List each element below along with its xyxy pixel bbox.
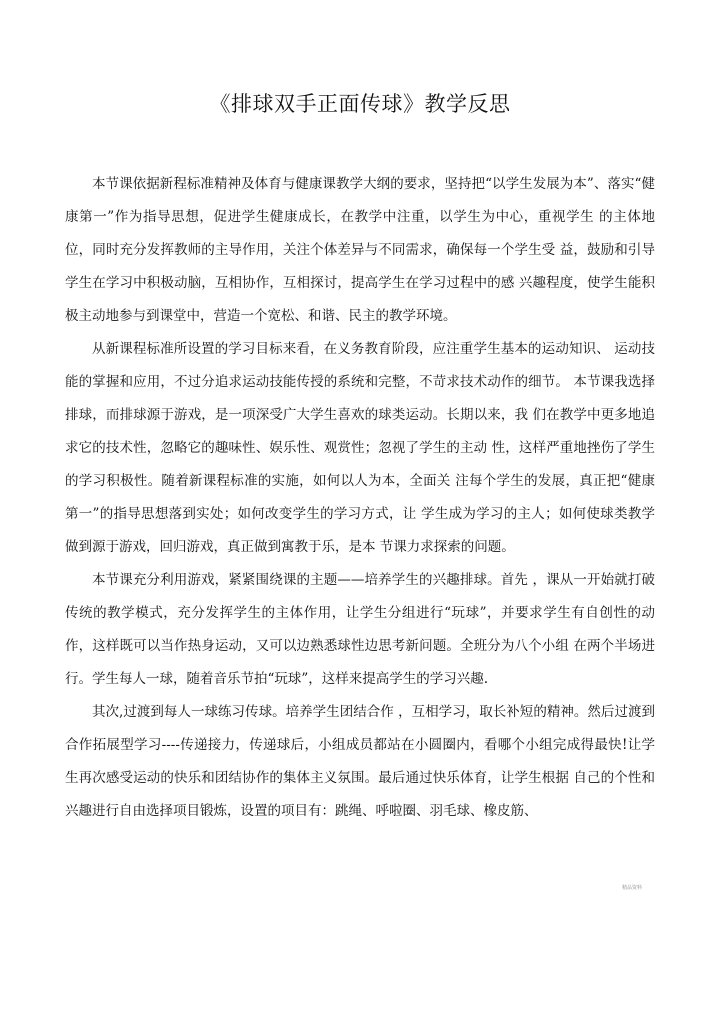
paragraph-2: 从新课程标准所设置的学习目标来看，在义务教育阶段，应注重学生基本的运动知识、 运动技能的掌握和应用，不过分追求运动技能传授的系统和完整，不苛求技术动作的细节。 本节课我选择排球，而排球源于游戏，是一项深受广大学生喜欢的球类运动。长期以来，我 们在教学中更多地追求它的技术性，忽略它的趣味性、娱乐性、观赏性；忽视了学生的主动 性，这样严重地挫伤了学生的学习积极性。随着新课程标准的实施，如何以人为本，全面关 注每个学生的发展，真正把“健康第一”的指导思想落到实处；如何改变学生的学习方式，让 学生成为学习的主人；如何使球类教学做到源于游戏，回归游戏，真正做到寓教于乐，是本 节课力求探索的问题。	[65, 341, 655, 555]
document-body	[65, 168, 655, 828]
document-title: 《排球双手正面传球》教学反思	[209, 92, 511, 116]
watermark-label: 精品资料	[621, 885, 642, 891]
paragraph-4: 其次,过渡到每人一球练习传球。培养学生团结合作 ，互相学习，取长补短的精神。然后过渡到合作拓展型学习----传递接力，传递球后，小组成员都站在小圆圈内，看哪个小组完成得最快!让学生再次感受运动的快乐和团结协作的集体主义氛围。最后通过快乐体育，让学生根据 自己的个性和兴趣进行自由选择项目锻炼，设置的项目有：跳绳、呼啦圈、羽毛球、橡皮筋、	[65, 704, 655, 819]
paragraph-1: 本节课依据新程标准精神及体育与健康课教学大纲的要求，坚持把“以学生发展为本”、落实“健康第一”作为指导思想，促进学生健康成长，在教学中注重，以学生为中心，重视学生 的主体地位，同时充分发挥教师的主导作用，关注个体差异与不同需求，确保每一个学生受 益，鼓励和引导学生在学习中积极动脑，互相协作，互相探讨，提高学生在学习过程中的感 兴趣程度，使学生能积极主动地参与到课堂中，营造一个宽松、和谐、民主的教学环境。	[65, 176, 655, 324]
paragraph-3: 本节课充分利用游戏，紧紧围绕课的主题——培养学生的兴趣排球。首先 ，课从一开始就打破传统的教学模式，充分发挥学生的主体作用，让学生分组进行“玩球”，并要求学生有自创性的动作，这样既可以当作热身运动，又可以边熟悉球性边思考新问题。全班分为八个小组 在两个半场进行。学生每人一球，随着音乐节拍“玩球”，这样来提高学生的学习兴趣.	[65, 572, 655, 687]
